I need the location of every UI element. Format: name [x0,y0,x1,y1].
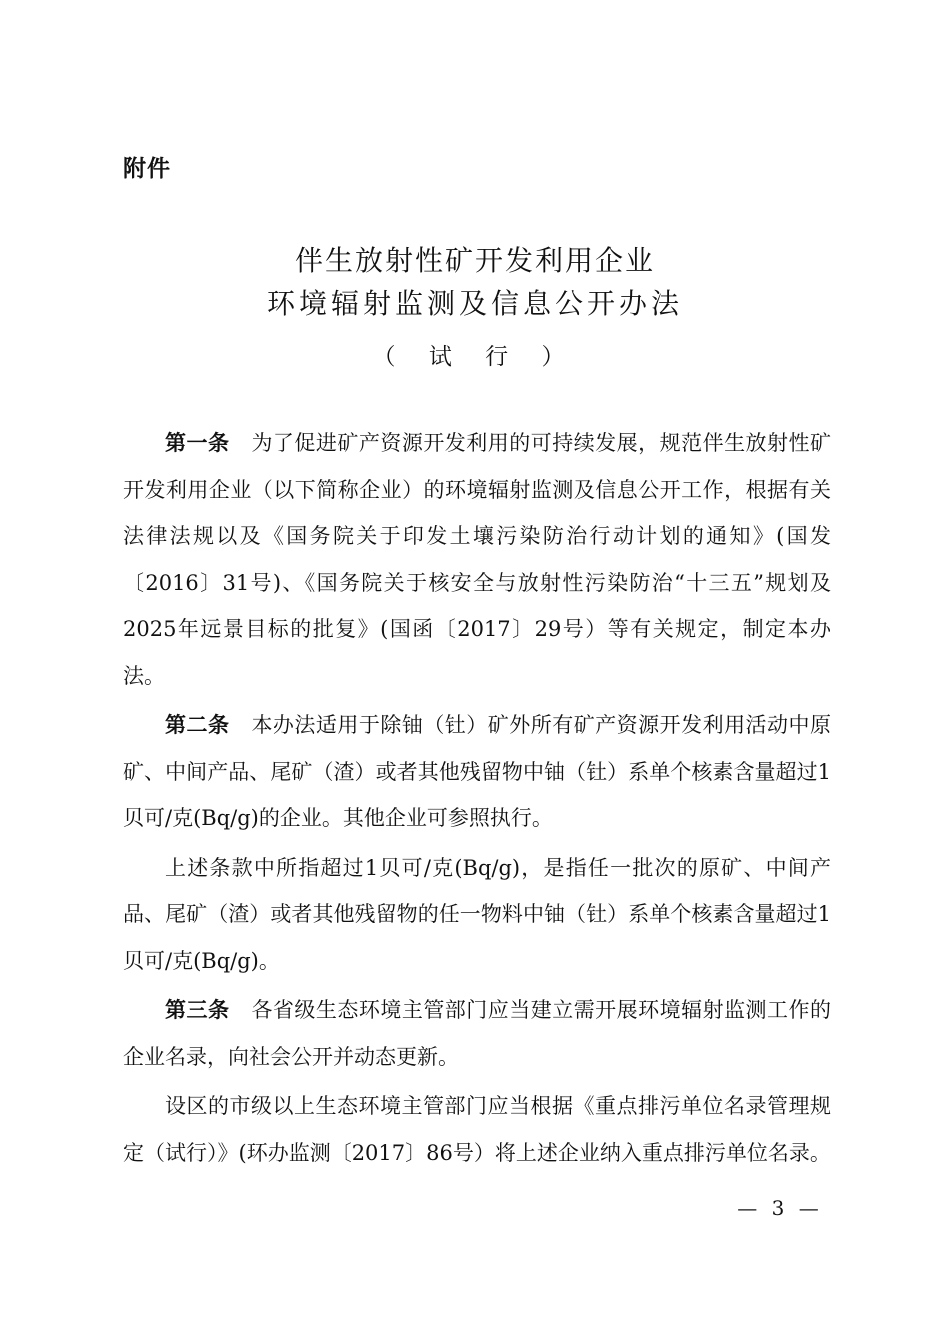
page-number: — 3 — [737,1196,823,1220]
article-2 [123,702,831,842]
article-2-number: 第二条 [165,713,230,737]
article-1 [123,420,831,699]
article-2-continuation: 上述条款中所指超过1贝可/克(Bq/g)，是指任一批次的原矿、中间产品、尾矿（渣）或者其他残留物的任一物料中铀（钍）系单个核素含量超过1贝可/克(Bq/g)。 [123,855,831,973]
article-1-number: 第一条 [165,431,230,455]
article-3 [123,987,831,1080]
article-3-number: 第三条 [165,998,230,1022]
document-title-line-1: 伴生放射性矿开发利用企业 [294,244,655,277]
article-2-text: 本办法适用于除铀（钍）矿外所有矿产资源开发利用活动中原矿、中间产品、尾矿（渣）或者其他残留物中铀（钍）系单个核素含量超过1贝可/克(Bq/g)的企业。其他企业可参照执行。 [123,713,832,830]
article-1-text: 为了促进矿产资源开发利用的可持续发展，规范伴生放射性矿开发利用企业（以下简称企业）的环境辐射监测及信息公开工作，根据有关法律法规以及《国务院关于印发土壤污染防治行动计划的通知》(国发〔2016〕31号)、《国务院关于核安全与放射性污染防治“十三五”规划及2025年远景目标的批复》(国函〔2017〕29号）等有关规定，制定本办法。 [123,431,832,688]
document-subtitle: （ 试 行 ） [372,344,578,370]
article-3-text: 各省级生态环境主管部门应当建立需开展环境辐射监测工作的企业名录，向社会公开并动态更新。 [123,998,832,1069]
document-body [123,420,831,1179]
document-title-line-2: 环境辐射监测及信息公开办法 [266,287,683,320]
article-3-continuation: 设区的市级以上生态环境主管部门应当根据《重点排污单位名录管理规定（试行）》(环办监测〔2017〕86号）将上述企业纳入重点排污单位名录。 [123,1094,831,1165]
attachment-label: 附件 [123,156,171,182]
